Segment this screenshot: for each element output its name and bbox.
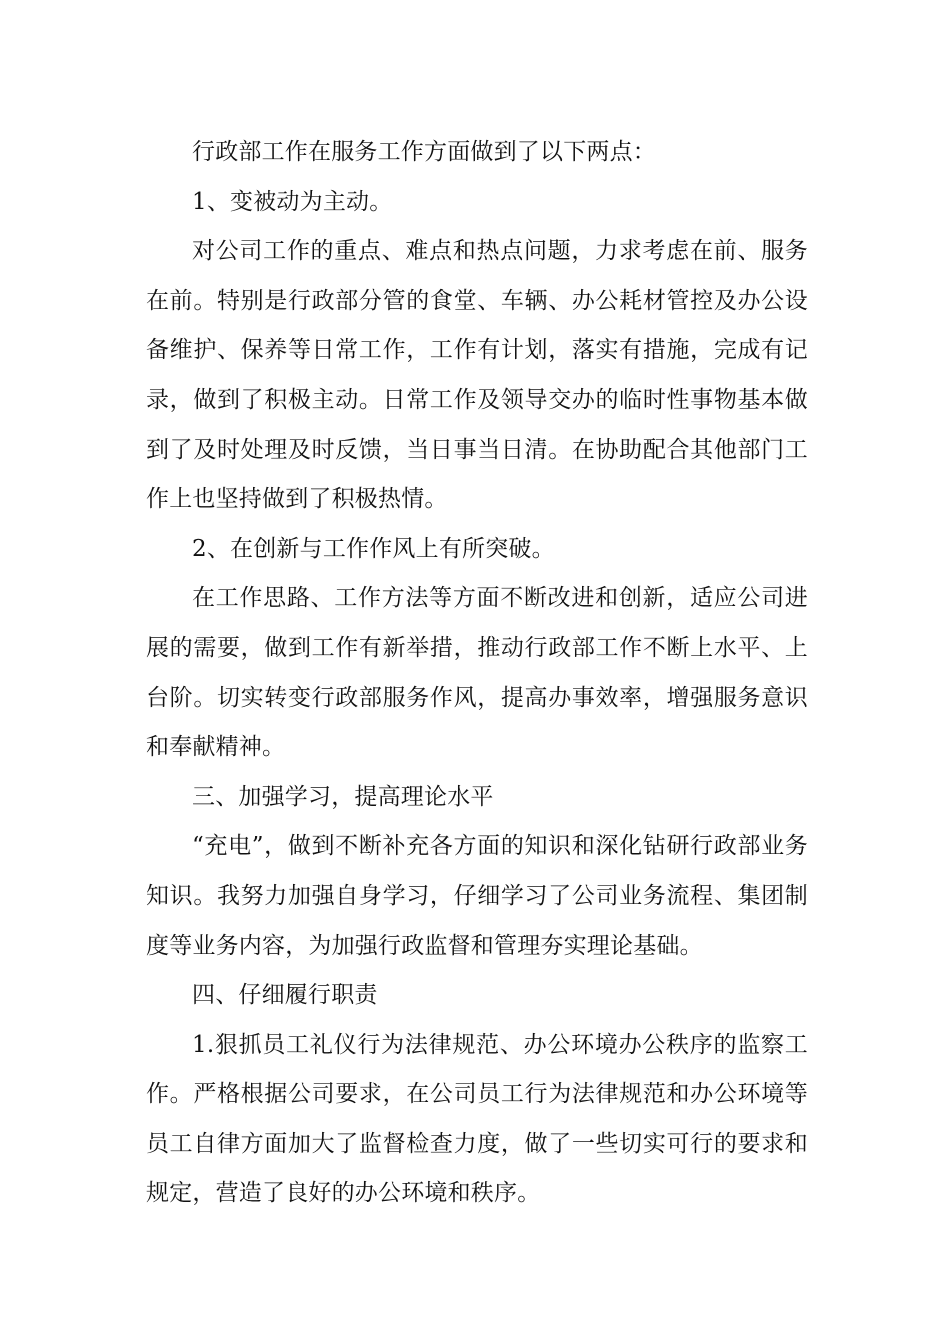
- paragraph-duties-body: 1.狠抓员工礼仪行为法律规范、办公环境办公秩序的监察工作。严格根据公司要求，在公司员工行为法律规范和办公环境等员工自律方面加大了监督检查力度，做了一些切实可行的要求和规定，营造了良好的办公环境和秩序。: [146, 1031, 808, 1207]
- paragraph-heading-innovation: 2、在创新与工作作风上有所突破。: [192, 535, 555, 562]
- paragraph-innovation-body: 在工作思路、工作方法等方面不断改进和创新，适应公司进展的需要，做到工作有新举措，推动行政部工作不断上水平、上台阶。切实转变行政部服务作风，提高办事效率，增强服务意识和奉献精神。: [146, 585, 808, 761]
- paragraph-service-intro: 行政部工作在服务工作方面做到了以下两点：: [192, 139, 656, 165]
- section-heading-duties: 四、仔细履行职责: [192, 982, 378, 1009]
- paragraph-study-body: “充电”，做到不断补充各方面的知识和深化钻研行政部业务知识。我努力加强自身学习，仔细学习了公司业务流程、集团制度等业务内容，为加强行政监督和管理夯实理论基础。: [146, 833, 808, 959]
- section-heading-study: 三、加强学习，提高理论水平: [192, 783, 494, 810]
- document-body: [146, 128, 808, 1219]
- paragraph-heading-passive-to-active: 1、变被动为主动。: [192, 188, 393, 215]
- paragraph-passive-to-active-body: 对公司工作的重点、难点和热点问题，力求考虑在前、服务在前。特别是行政部分管的食堂、车辆、办公耗材管控及办公设备维护、保养等日常工作，工作有计划，落实有措施，完成有记录，做到了积极主动。日常工作及领导交办的临时性事物基本做到了及时处理及时反馈，当日事当日清。在协助配合其他部门工作上也坚持做到了积极热情。: [146, 238, 808, 513]
